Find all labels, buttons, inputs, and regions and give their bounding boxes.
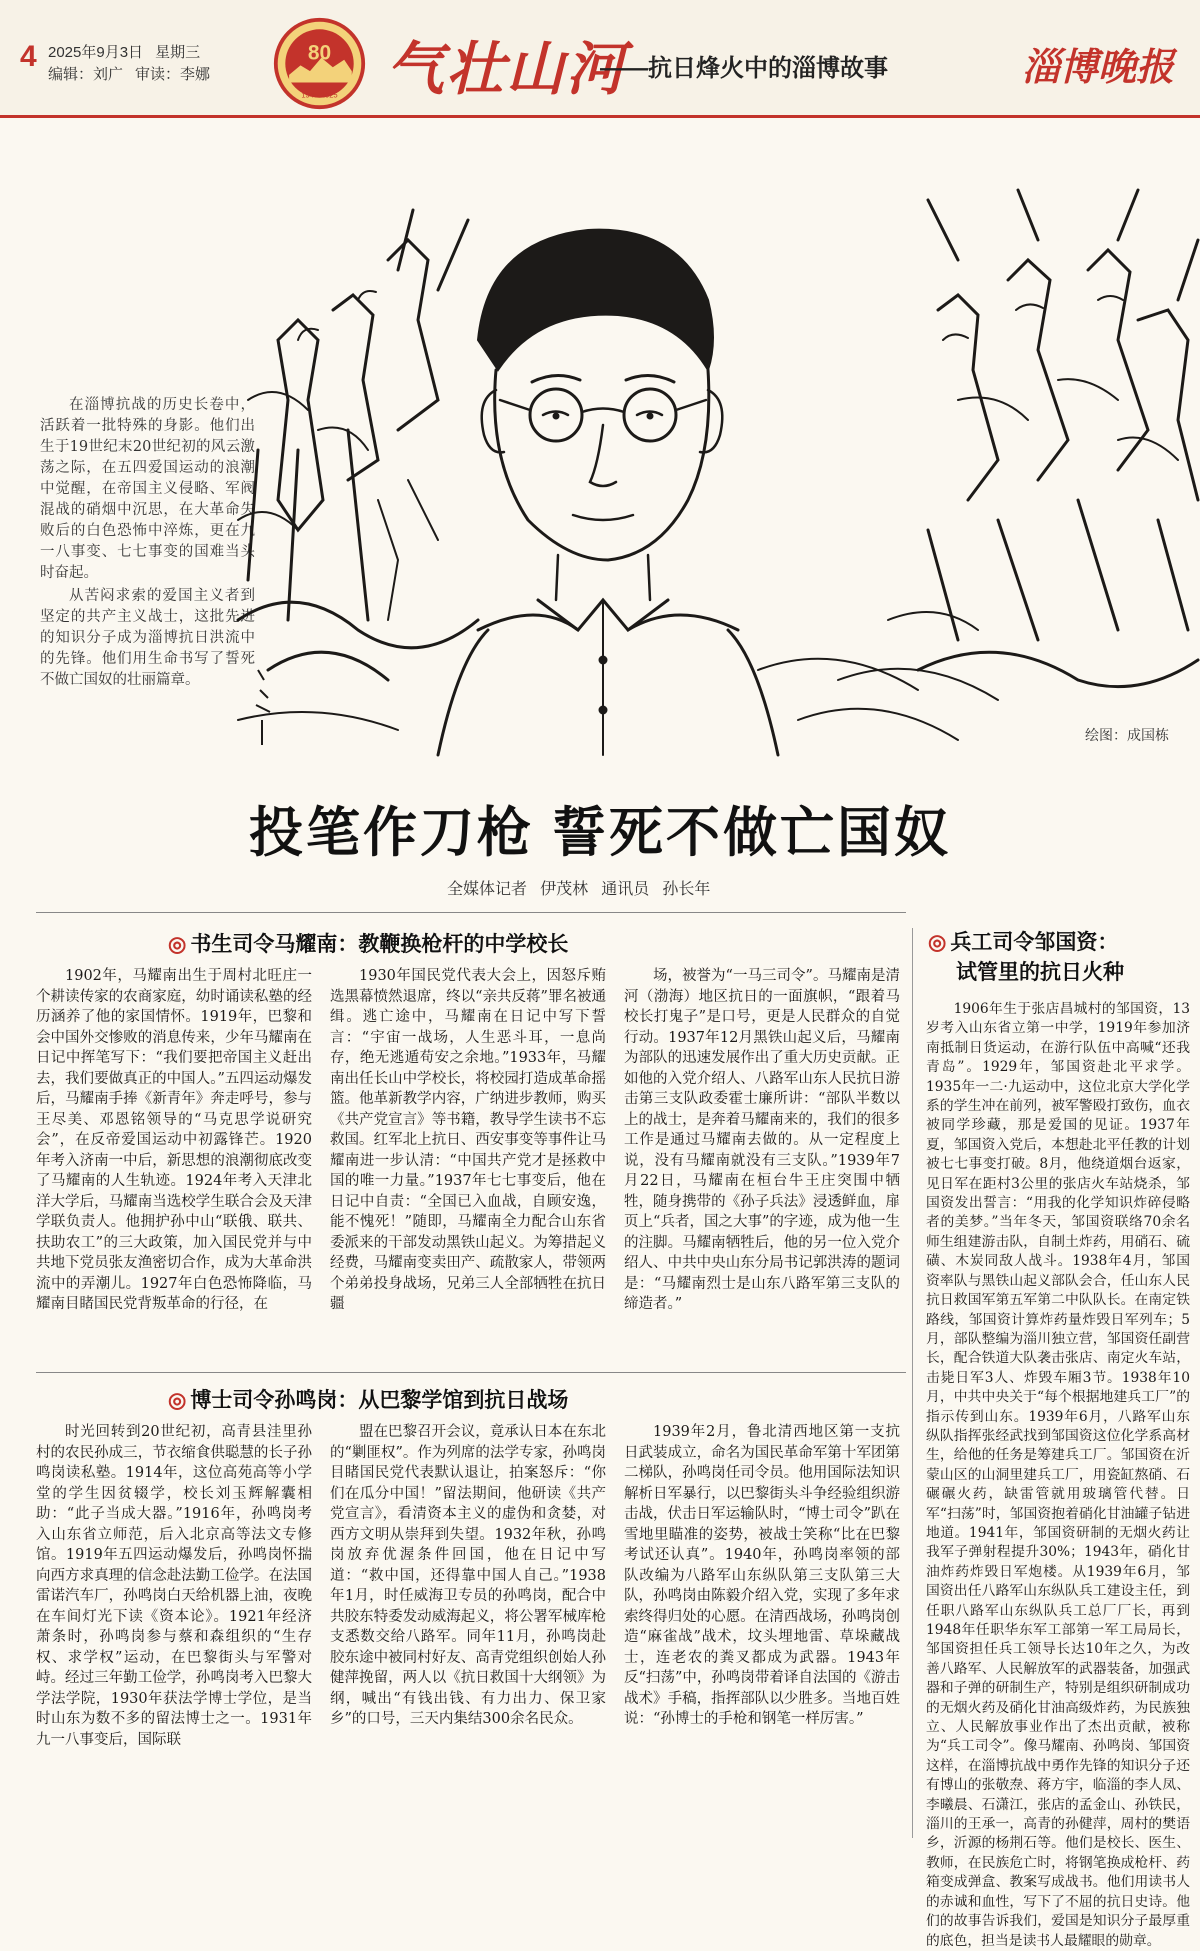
section2-title: ◎ 博士司令孙鸣岗：从巴黎学馆到抗日战场 — [168, 1389, 569, 1412]
section2-column-1: 时光回转到20世纪初，高青县洼里孙村的农民孙成三，节衣缩食供聪慧的长子孙鸣岗读私塾。1914年，这位高苑高等小学堂的学生因贫辍学，校长刘玉辉解囊相助：“此子当成大器。”1916年，孙鸣岗考入山东省立师范，后入北京高等法文专修馆。1919年五四运动爆发后，孙鸣岗怀揣向西方求真理的信念赴法勤工俭学。在法国雷诺汽车厂，孙鸣岗白天给机器上油，夜晚在车间灯光下读《资本论》。1921年经济萧条时，孙鸣岗参与蔡和森组织的“生存权、求学权”运动，在巴黎街头与军警对峙。经过三年勤工俭学，孙鸣岗考入巴黎大学法学院，1930年获法学博士学位，是当时山东为数不多的留法博士之一。1931年九一八事变后，国际联 — [36, 1424, 312, 1748]
correspondent-label: 通讯员 — [601, 879, 650, 898]
byline — [447, 876, 718, 899]
artist-signature-icon — [256, 670, 270, 745]
column-title: 气壮山河 — [386, 35, 627, 103]
column-divider — [912, 928, 913, 1838]
section-bullet-icon: ◎ — [168, 1389, 187, 1412]
reviewer-credit: 审读：李娜 — [135, 66, 211, 83]
page-number: 4 — [20, 40, 37, 73]
emblem-years: 1945-2025 — [301, 90, 338, 100]
column-subtitle: ——抗日烽火中的淄博故事 — [600, 55, 888, 82]
intro-paragraph: 在淄博抗战的历史长卷中，活跃着一批特殊的身影。他们出生于19世纪末20世纪初的风云激荡之际，在五四爱国运动的浪潮中觉醒，在帝国主义侵略、军阀混战的硝烟中沉思，在大革命失败后的白色恐怖中淬炼，更在九一八事变、七七事变的国难当头时奋起。 — [40, 397, 255, 581]
reporter-label: 全媒体记者 — [447, 879, 528, 898]
section2-column-2: 盟在巴黎召开会议，竟承认日本在东北的“剿匪权”。作为列席的法学专家，孙鸣岗目睹国民党代表默认退让，拍案怒斥：“你们在瓜分中国！”留法期间，他研读《共产党宣言》，看清资本主义的虚伪和贪婪，对西方文明从崇拜到失望。1932年秋，孙鸣岗放弃优渥条件回国，他在日记中写道：“救中国，还得靠中国人自己。”1938年1月，时任威海卫专员的孙鸣岗，配合中共胶东特委发动威海起义，将公署军械库枪支悉数交给八路军。同年11月，孙鸣岗赴胶东途中被同村好友、高青党组织创始人孙健萍挽留，两人以《抗日救国十大纲领》为纲，喊出“有钱出钱、有力出力、保卫家乡”的口号，三天内集结300余名民众。 — [330, 1424, 606, 1727]
section-bullet-icon: ◎ — [168, 933, 187, 956]
reporter-name: 伊茂林 — [540, 879, 589, 898]
main-headline: 投笔作刀枪 誓死不做亡国奴 — [248, 803, 951, 863]
portrait-illustration — [238, 200, 1198, 755]
editor-credit: 编辑：刘广 — [48, 66, 124, 83]
issue-date: 2025年9月3日 — [48, 44, 144, 61]
section-rule — [36, 912, 906, 913]
section-rule — [36, 1372, 906, 1373]
intro-paragraph: 从苦闷求索的爱国主义者到坚定的共产主义战士，这批先进的知识分子成为淄博抗日洪流中的先锋。他们用生命书写了誓死不做亡国奴的壮丽篇章。 — [40, 588, 255, 688]
section2-column-3: 1939年2月，鲁北清西地区第一支抗日武装成立，命名为国民革命军第十军团第二梯队，孙鸣岗任司令员。他用国际法知识解析日军暴行，以巴黎街头斗争经验组织游击战，伏击日军运输队时，“博士司令”趴在雪地里瞄准的姿势，被战士笑称“比在巴黎考试还认真”。1940年，孙鸣岗率领的部队改编为八路军山东纵队第三支队第三大队，孙鸣岗由陈毅介绍入党，实现了多年求索终得归处的心愿。在清西战场，孙鸣岗创造“麻雀战”战术，坟头埋地雷、草垛藏战士，连老农的粪叉都成为武器。1943年反“扫荡”中，孙鸣岗带着译自法国的《游击战术》手稿，指挥部队以少胜多。当地百姓说：“孙博士的手枪和钢笔一样厉害。” — [624, 1424, 900, 1727]
section-bullet-icon: ◎ — [928, 931, 947, 954]
newspaper-brand: 淄博晚报 — [1022, 44, 1175, 89]
section3-column: 1906年生于张店昌城村的邹国资，13岁考入山东省立第一中学，1919年参加济南抵制日货运动，在游行队伍中高喊“还我青岛”。1929年，邹国资赴北平求学。1935年一二·九运动中，这位北京大学化学系的学生冲在前列，被军警殴打致伤，血衣被同学珍藏，那是爱国的见证。1937年夏，邹国资入党后，本想赴北平任教的计划被七七事变打破。8月，他绕道烟台返家，见日军在距村3公里的张店火车站烧杀，邹国资发出誓言：“用我的化学知识炸碎侵略者的美梦。”当年冬天，邹国资联络70余名师生组建游击队，自制土炸药，用硝石、硫磺、木炭同敌人战斗。1938年4月，邹国资率队与黑铁山起义部队会合，任山东人民抗日救国军第五军第二中队队长。在南定铁路线，邹国资计算炸药量炸毁日军列车；5月，部队整编为淄川独立营，邹国资任副营长，配合铁道大队袭击张店、南定火车站，击毙日军3人、炸毁车厢3节。1938年10月，中共中央关于“每个根据地建兵工厂”的指示传到山东。1939年6月，八路军山东纵队指挥张经武找到邹国资这位化学系高材生，给他的任务是筹建兵工厂。邹国资在沂蒙山区的山洞里建兵工厂，用瓷缸熬硝、石碾碾火药，缺雷管就用玻璃管代替。日军“扫荡”时，邹国资抱着硝化甘油罐子钻进地道。1941年，邹国资研制的无烟火药让我军子弹射程提升30%；1943年，硝化甘油炸药炸毁日军炮楼。从1939年6月，邹国资出任八路军山东纵队兵工建设主任，到任职八路军山东纵队兵工总厂厂长，再到1948年任职华东军工部第一军工局局长，邹国资担任兵工领导长达10年之久，为改善八路军、人民解放军的武器装备，加强武器和子弹的研制生产，特别是组织研制成功的无烟火药及硝化甘油高级炸药，为民族独立、人民解放事业作出了杰出贡献，被称为“兵工司令”。像马耀南、孙鸣岗、邹国资这样，在淄博抗战中勇作先锋的知识分子还有博山的张敬焘、蒋方宇，临淄的李人凤、李曦晨、石潇江，张店的孟金山、孙铁民，淄川的王承一，高青的孙健萍，周村的樊语乡，沂源的杨荆石等。他们是校长、医生、教师，在民族危亡时，将钢笔换成枪杆、药箱变成弹盒、教案写成战书。他们用读书人的赤诚和血性，写下了不屈的抗日史诗。他们的故事告诉我们，爱国是知识分子最厚重的底色，担当是读书人最耀眼的勋章。 — [926, 1001, 1190, 1949]
issue-meta — [48, 42, 222, 86]
intro-text — [40, 395, 255, 693]
section1-title: ◎ 书生司令马耀南：教鞭换枪杆的中学校长 — [168, 933, 569, 956]
section3-title: ◎ 兵工司令邹国资： 试管里的抗日火种 — [928, 931, 1124, 984]
illustration-credit: 绘图：成国栋 — [1085, 728, 1169, 744]
correspondent-name: 孙长年 — [662, 879, 711, 898]
section1-column-3: 场，被誉为“一马三司令”。马耀南是清河（渤海）地区抗日的一面旗帜，“跟着马校长打鬼子”是口号，更是人民群众的自觉行动。1937年12月黑铁山起义后，马耀南为部队的迅速发展作出了重大历史贡献。正如他的入党介绍人、八路军山东人民抗日游击第三支队政委霍士廉所讲：“部队半数以上的战士，是奔着马耀南来的，我们的很多工作是通过马耀南去做的。从一定程度上说，没有马耀南就没有三支队。”1939年7月22日，马耀南在桓台牛王庄突围中牺牲，随身携带的《孙子兵法》浸透鲜血，扉页上“兵者，国之大事”的字迹，成为他一生的注脚。马耀南牺牲后，他的另一位入党介绍人、中共中央山东分局书记郭洪涛的题词是：“马耀南烈士是山东八路军第三支队的缔造者。” — [624, 968, 900, 1312]
section1-column-2: 1930年国民党代表大会上，因怒斥贿选黑幕愤然退席，终以“亲共反蒋”罪名被通缉。逃亡途中，马耀南在日记中写下誓言：“宇宙一战场，人生恶斗耳，一息尚存，绝无逃遁苟安之余地。”1933年，马耀南出任长山中学校长，将校园打造成革命摇篮。他革新教学内容，广纳进步教师，购买《共产党宣言》等书籍，教导学生读书不忘救国。红军北上抗日、西安事变等事件让马耀南进一步认清：“中国共产党才是拯救中国的唯一力量。”1937年七七事变后，他在日记中自责：“全国已入血战，自顾安逸，能不愧死！”随即，马耀南全力配合山东省委派来的干部发动黑铁山起义。为筹措起义经费，马耀南变卖田产、疏散家人，带领两个弟弟投身战场，兄弟三人全部牺牲在抗日疆 — [330, 968, 606, 1312]
emblem-number: 80 — [307, 41, 332, 65]
page-header — [0, 0, 1200, 118]
section1-column-1: 1902年，马耀南出生于周村北旺庄一个耕读传家的农商家庭，幼时诵读私塾的经历涵养了他的家国情怀。1919年，巴黎和会中国外交惨败的消息传来，少年马耀南在日记中挥笔写下：“我们要把帝国主义赶出去，我们要做真正的中国人。”五四运动爆发后，马耀南手捧《新青年》奔走呼号，参与王尽美、邓恩铭领导的“马克思学说研究会”，在反帝爱国运动中初露锋芒。1920年考入济南一中后，新思想的浪潮彻底改变了马耀南的人生轨迹。1924年考入天津北洋大学后，马耀南当选校学生联合会及天津学联负责人。他拥护孙中山“联俄、联共、扶助农工”的三大政策，加入国民党并与中共地下党员张友渔密切合作，成为大革命洪流中的弄潮儿。1927年白色恐怖降临，马耀南目睹国民党背叛革命的行径，在 — [36, 968, 312, 1312]
anniversary-emblem-icon — [272, 16, 367, 111]
issue-weekday: 星期三 — [155, 44, 201, 61]
